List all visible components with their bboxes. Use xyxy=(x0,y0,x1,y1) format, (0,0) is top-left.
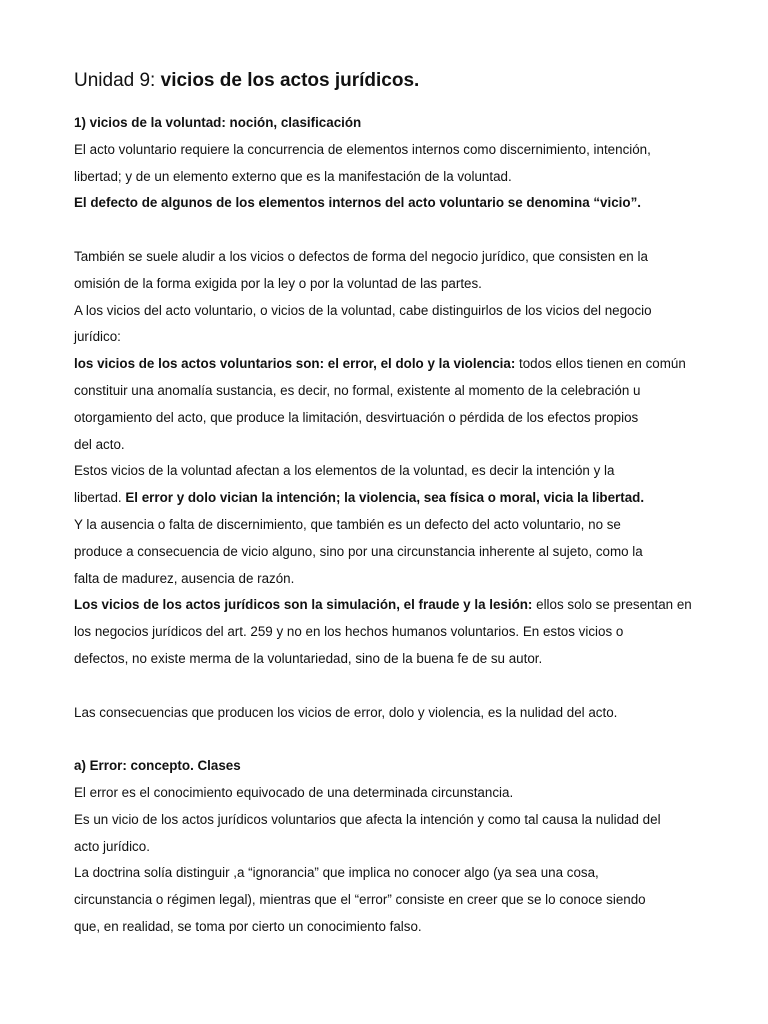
text-line xyxy=(74,887,704,914)
line-text: Estos vicios de la voluntad afectan a los elementos de la voluntad, es decir la intención y la xyxy=(74,463,615,479)
line-text: acto jurídico. xyxy=(74,838,150,854)
text-line xyxy=(74,592,704,619)
line-text: A los vicios del acto voluntario, o vicios de la voluntad, cabe distinguirlos de los vicios del negocio xyxy=(74,302,652,318)
line-text: circunstancia o régimen legal), mientras que el “error” consiste en creer que se lo conoce siendo xyxy=(74,892,646,908)
text-line xyxy=(74,458,704,485)
text-line xyxy=(74,753,704,780)
line-text: Las consecuencias que producen los vicios de error, dolo y violencia, es la nulidad del acto. xyxy=(74,704,618,720)
line-text: El acto voluntario requiere la concurrencia de elementos internos como discernimiento, intención, xyxy=(74,141,651,157)
line-bold: El error y dolo vician la intención; la violencia, sea física o moral, vicia la libertad. xyxy=(125,490,645,506)
text-line xyxy=(74,834,704,861)
line-prefix: libertad. xyxy=(74,490,126,506)
line-text: del acto. xyxy=(74,436,125,452)
text-line xyxy=(74,298,704,325)
line-bold: los vicios de los actos voluntarios son: el error, el dolo y la violencia: xyxy=(74,356,516,372)
text-line xyxy=(74,566,704,593)
page-title xyxy=(74,66,704,96)
text-line xyxy=(74,646,704,673)
line-text: todos ellos tienen en común xyxy=(515,356,686,372)
text-line xyxy=(74,324,704,351)
line-text: los negocios jurídicos del art. 259 y no en los hechos humanos voluntarios. En estos vicios o xyxy=(74,624,624,640)
paragraph-gap xyxy=(74,217,704,244)
text-line xyxy=(74,351,704,378)
text-line xyxy=(74,164,704,191)
text-line xyxy=(74,405,704,432)
line-text: constituir una anomalía sustancia, es decir, no formal, existente al momento de la celebración u xyxy=(74,382,641,398)
line-bold: 1) vicios de la voluntad: noción, clasificación xyxy=(74,115,362,130)
paragraph-gap xyxy=(74,673,704,700)
line-text: El error es el conocimiento equivocado de una determinada circunstancia. xyxy=(74,784,514,800)
text-line xyxy=(74,432,704,459)
document-body xyxy=(74,110,704,941)
document-page xyxy=(74,66,704,941)
text-line xyxy=(74,512,704,539)
paragraph-gap xyxy=(74,726,704,753)
line-bold: a) Error: concepto. Clases xyxy=(74,758,241,774)
line-text: La doctrina solía distinguir ,a “ignorancia” que implica no conocer algo (ya sea una cosa, xyxy=(74,865,599,881)
text-line xyxy=(74,700,704,727)
line-text: Es un vicio de los actos jurídicos voluntarios que afecta la intención y como tal causa la nulidad del xyxy=(74,811,661,827)
line-text: ellos solo se presentan en xyxy=(532,597,692,613)
line-text: falta de madurez, ausencia de razón. xyxy=(74,570,295,586)
line-text: defectos, no existe merma de la voluntariedad, sino de la buena fe de su autor. xyxy=(74,650,543,666)
text-line xyxy=(74,619,704,646)
text-line xyxy=(74,378,704,405)
text-line xyxy=(74,190,704,217)
line-text: que, en realidad, se toma por cierto un conocimiento falso. xyxy=(74,918,422,934)
text-line xyxy=(74,485,704,512)
line-text: otorgamiento del acto, que produce la limitación, desvirtuación o pérdida de los efectos propios xyxy=(74,409,639,425)
line-text: jurídico: xyxy=(74,329,121,345)
text-line xyxy=(74,110,704,137)
text-line xyxy=(74,271,704,298)
line-text: También se suele aludir a los vicios o defectos de forma del negocio jurídico, que consisten en la xyxy=(74,248,648,264)
text-line xyxy=(74,244,704,271)
title-bold: vicios de los actos jurídicos. xyxy=(160,70,420,91)
line-text: omisión de la forma exigida por la ley o por la voluntad de las partes. xyxy=(74,275,482,291)
text-line xyxy=(74,539,704,566)
text-line xyxy=(74,137,704,164)
line-bold: El defecto de algunos de los elementos internos del acto voluntario se denomina “vicio”. xyxy=(74,195,641,211)
title-prefix: Unidad 9: xyxy=(74,70,161,91)
text-line xyxy=(74,780,704,807)
line-bold: Los vicios de los actos jurídicos son la simulación, el fraude y la lesión: xyxy=(74,597,533,613)
text-line xyxy=(74,807,704,834)
text-line xyxy=(74,914,704,941)
line-text: libertad; y de un elemento externo que es la manifestación de la voluntad. xyxy=(74,168,512,184)
line-text: produce a consecuencia de vicio alguno, sino por una circunstancia inherente al sujeto, como la xyxy=(74,543,643,559)
line-text: Y la ausencia o falta de discernimiento, que también es un defecto del acto voluntario, no se xyxy=(74,516,621,532)
text-line xyxy=(74,860,704,887)
